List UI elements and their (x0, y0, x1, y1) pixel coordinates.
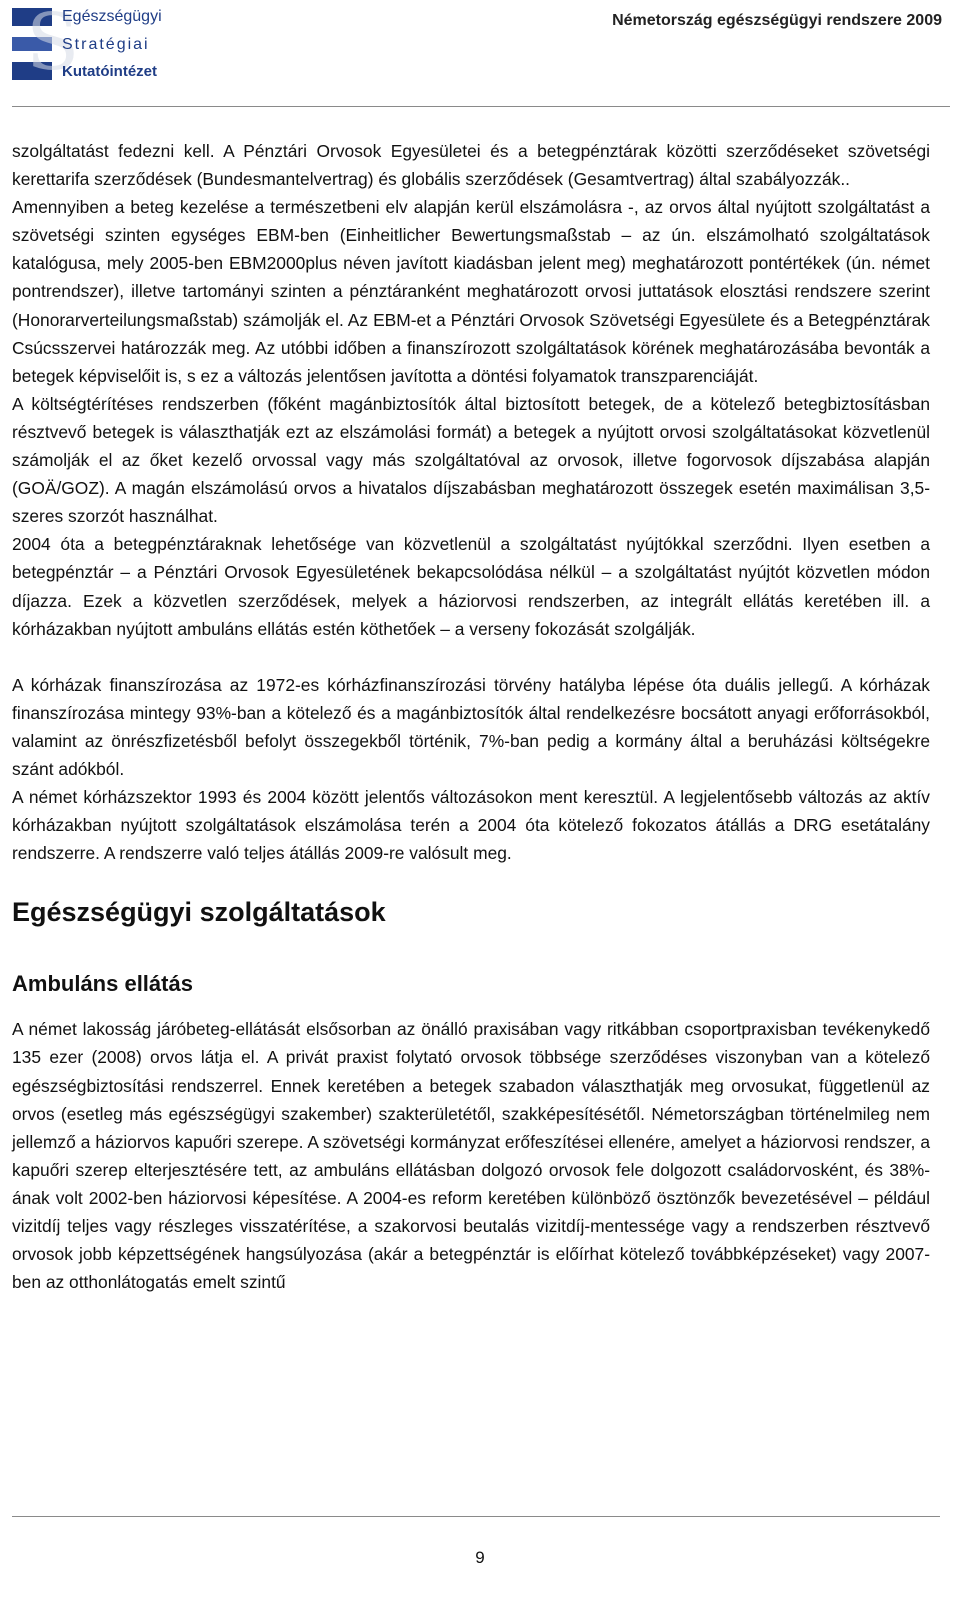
document-title: Németország egészségügyi rendszere 2009 (612, 12, 942, 29)
paragraph: A német kórházszektor 1993 és 2004 között jelentős változásokon ment keresztül. A legjelentősebb változás az aktív kórházakban nyújtott szolgáltatások elszámolása terén a 2004 óta kötelező fokozatos átállás a DRG esetátalány rendszerre. A rendszerre való teljes átállás 2009-re valósult meg. (12, 787, 930, 864)
paragraph: A kórházak finanszírozása az 1972-es kórházfinanszírozási törvény hatályba lépése óta duális jellegű. A kórházak finanszírozása mintegy 93%-ban a kötelező és a magánbiztosítók által rendelkezésre bocsátott anyagi erőforrásokból, valamint az önrészfizetésből befolyt összegekből történik, 7%-ban pedig a kormány által a beruházási költségekre szánt adókból. (12, 674, 930, 779)
paragraph: Amennyiben a beteg kezelése a természetbeni elv alapján kerül elszámolásra -, az orvos által nyújtott szolgáltatást a szövetségi szinten egységes EBM-ben (Einheitlicher Bewertungsmaßstab – az ún. elszámolható szolgáltatások katalógusa, mely 2005-ben EBM2000plus néven javított kiadásban jelent meg) meghatározott pontértékek (ún. német pontrendszer), illetve tartományi szinten a pénztáranként meghatározott orvosi juttatások elosztási rendszere szerint (Honorarverteilungsmaßstab) számolják el. Az EBM-et a Pénztári Orvosok Szövetségi Egyesülete és a Betegpénztárak Csúcsszervei határozzák meg. Az utóbbi időben a finanszírozott szolgáltatások körének meghatározásába bevonták a betegek képviselőit is, s ez a változás jelentősen javította a döntési folyamatok transzparenciáját. (12, 197, 930, 386)
logo-line-2: Stratégiai (62, 36, 150, 53)
logo-line-1: Egészségügyi (62, 8, 162, 25)
footer-divider (12, 1516, 940, 1517)
paragraph: szolgáltatást fedezni kell. A Pénztári Orvosok Egyesületei és a betegpénztárak közötti szerződéseket szövetségi kerettarifa szerződések (Bundesmantelvertrag) és globális szerződések (Gesamtvertrag) által szabályozzák.. (12, 141, 930, 190)
logo-line-3: Kutatóintézet (62, 63, 157, 80)
paragraph: A német lakosság járóbeteg-ellátását elsősorban az önálló praxisában vagy ritkábban csoportpraxisban tevékenykedő 135 ezer (2008) orvos látja el. A privát praxist folytató orvosok többsége szerződéses viszonyban van a kötelező egészségbiztosítási rendszerrel. Ennek keretében a betegek szabadon választhatják meg orvosukat, függetlenül az orvos (esetleg más egészségügyi szakember) szakterületétől, szakképesítésétől. Németországban történelmileg nem jellemző a háziorvos kapuőri szerepe. A szövetségi kormányzat erőfeszítései ellenére, amelyet a háziorvosi rendszer, a kapuőri szerep elterjesztésére tett, az ambuláns ellátásban dolgozó orvosok fele dolgozott családorvosként, és 38%-ának volt 2002-ben háziorvosi képesítése. A 2004-es reform keretében különböző ösztönzők bevezetésével – például vizitdíj teljes vagy részleges visszatérítése, a szakorvosi beutalás vizitdíj-mentessége vagy a rendszerben résztvevő orvosok jobb képzettségének hangsúlyozása (akár a betegpénztár is előírhat kötelező továbbképzéseket) vagy 2007-ben az otthonlátogatás emelt szintű (12, 1019, 930, 1293)
subsection-heading: Ambuláns ellátás (12, 971, 193, 997)
page-number: 9 (475, 1548, 485, 1567)
section-heading: Egészségügyi szolgáltatások (12, 897, 386, 928)
institute-logo: S Egészségügyi Stratégiai Kutatóintézet (12, 4, 172, 84)
paragraph: A költségtérítéses rendszerben (főként magánbiztosítók által biztosított betegek, de a kötelező betegbiztosításban résztvevő betegek is választhatják ezt az elszámolási formát) a betegek a nyújtott orvosi szolgáltatásokat közvetlenül számolják el az őket kezelő orvossal vagy más szolgáltatóval az orvosok, illetve fogorvosok díjszabása alapján (GOÄ/GOZ). A magán elszámolású orvos a hivatalos díjszabásban meghatározott összegek esetén maximálisan 3,5-szeres szorzót használhat. (12, 393, 930, 527)
paragraph: 2004 óta a betegpénztáraknak lehetősége van közvetlenül a szolgáltatást nyújtókkal szerződni. Ilyen esetben a betegpénztár – a Pénztári Orvosok Egyesületének bekapcsolódása nélkül – a szolgáltatást nyújtót közvetlen módon díjazza. Ezek a közvetlen szerződések, melyek a háziorvosi rendszerben, az integrált ellátás keretében ill. a kórházakban nyújtott ambuláns ellátás estén köthetőek – a verseny fokozását szolgálják. (12, 534, 930, 639)
page-header (12, 0, 950, 107)
page-body (12, 137, 930, 1296)
